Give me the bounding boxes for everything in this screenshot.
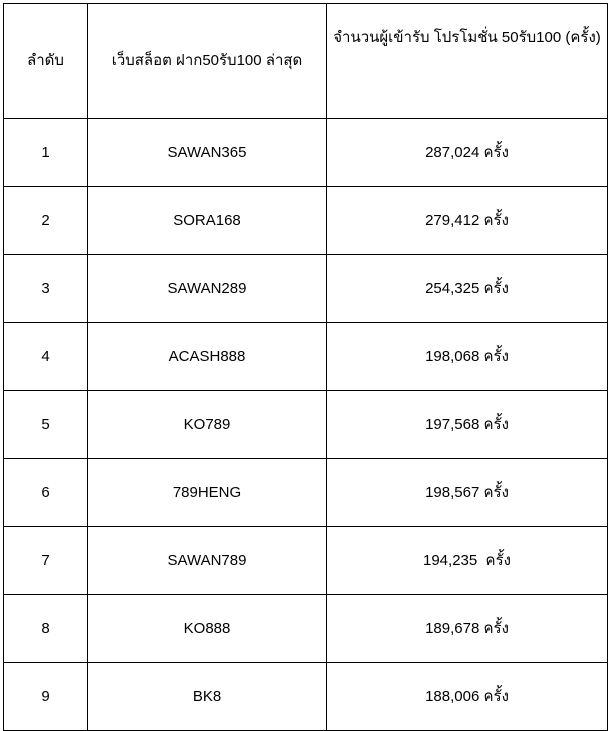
table-row xyxy=(4,187,608,255)
cell-site: BK8 xyxy=(88,663,327,731)
table-row xyxy=(4,391,608,459)
table-row xyxy=(4,323,608,391)
table-row xyxy=(4,595,608,663)
cell-rank: 7 xyxy=(4,527,88,595)
cell-rank: 9 xyxy=(4,663,88,731)
cell-rank: 8 xyxy=(4,595,88,663)
cell-site: SAWAN365 xyxy=(88,119,327,187)
cell-rank: 3 xyxy=(4,255,88,323)
cell-count: 189,678 ครั้ง xyxy=(327,595,608,663)
cell-rank: 4 xyxy=(4,323,88,391)
cell-rank: 5 xyxy=(4,391,88,459)
cell-count: 194,235 ครั้ง xyxy=(327,527,608,595)
cell-site: ACASH888 xyxy=(88,323,327,391)
table-row xyxy=(4,119,608,187)
cell-count: 287,024 ครั้ง xyxy=(327,119,608,187)
cell-site: SAWAN289 xyxy=(88,255,327,323)
table-row xyxy=(4,663,608,731)
table-row xyxy=(4,527,608,595)
cell-site: 789HENG xyxy=(88,459,327,527)
cell-rank: 1 xyxy=(4,119,88,187)
header-count: จำนวนผู้เข้ารับ โปรโมชั่น 50รับ100 (ครั้ง) xyxy=(327,4,608,119)
cell-count: 197,568 ครั้ง xyxy=(327,391,608,459)
cell-site: KO888 xyxy=(88,595,327,663)
header-site: เว็บสล็อต ฝาก50รับ100 ล่าสุด xyxy=(88,4,327,119)
table-header-row xyxy=(4,4,608,119)
cell-rank: 2 xyxy=(4,187,88,255)
header-rank: ลำดับ xyxy=(4,4,88,119)
cell-site: KO789 xyxy=(88,391,327,459)
cell-count: 198,567 ครั้ง xyxy=(327,459,608,527)
cell-site: SORA168 xyxy=(88,187,327,255)
cell-count: 279,412 ครั้ง xyxy=(327,187,608,255)
cell-count: 254,325 ครั้ง xyxy=(327,255,608,323)
cell-count: 198,068 ครั้ง xyxy=(327,323,608,391)
cell-rank: 6 xyxy=(4,459,88,527)
cell-site: SAWAN789 xyxy=(88,527,327,595)
ranking-table xyxy=(3,3,608,731)
table-row xyxy=(4,255,608,323)
table-row xyxy=(4,459,608,527)
cell-count: 188,006 ครั้ง xyxy=(327,663,608,731)
ranking-table-container xyxy=(3,3,607,731)
